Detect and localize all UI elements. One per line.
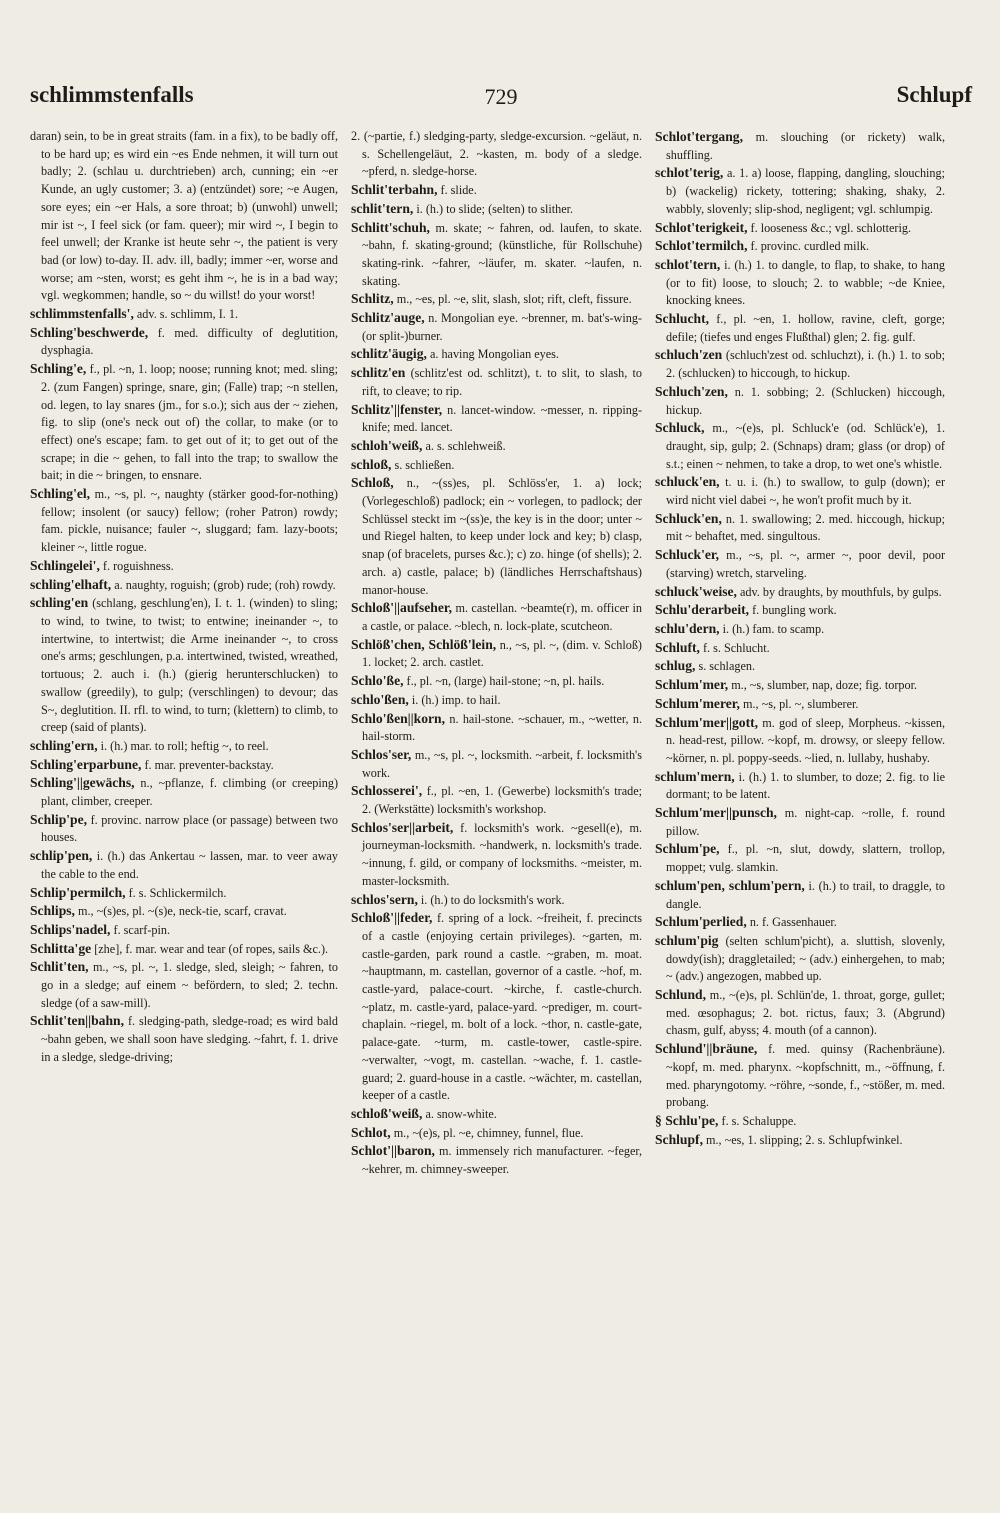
entry-headword: Schlupf, <box>655 1131 703 1147</box>
entry-headword: schlip'pen, <box>30 848 93 864</box>
dictionary-entry <box>655 932 945 986</box>
dictionary-entry <box>655 473 945 509</box>
entry-headword: schlitz'en <box>351 365 406 381</box>
entry-definition: f., pl. ~n, (large) hail-stone; ~n, pl. hails. <box>406 674 605 689</box>
header-left-guide-word: schlimmstenfalls <box>30 82 194 107</box>
entry-definition: f. s. Schlickermilch. <box>128 885 227 900</box>
dictionary-entry <box>655 804 945 840</box>
entry-headword: schlum'pig <box>655 932 719 948</box>
dictionary-entry <box>30 594 338 737</box>
column-3 <box>655 128 945 1500</box>
dictionary-entry <box>655 1040 945 1112</box>
entry-headword: schloß, <box>351 456 392 472</box>
entry-headword: Schlip'permilch, <box>30 884 126 900</box>
entry-definition: i. (h.) imp. to hail. <box>411 692 501 707</box>
entry-headword: Schloß, <box>351 475 394 491</box>
entry-definition: f., pl. ~en, 1. hollow, ravine, cleft, gorge; defile; (tiefes und enges Flußthal) glen; 2. fig. gulf. <box>666 312 945 344</box>
dictionary-entry <box>351 909 642 1105</box>
dictionary-entry <box>30 557 338 576</box>
entry-headword: Schlip'pe, <box>30 811 88 827</box>
entry-headword: Schluft, <box>655 639 700 655</box>
dictionary-entry <box>351 345 642 364</box>
entry-headword: schling'elhaft, <box>30 576 112 592</box>
entry-definition: f., pl. ~en, 1. (Gewerbe) locksmith's trade; 2. (Werkstätte) locksmith's workshop. <box>362 784 642 817</box>
dictionary-entry <box>351 128 642 181</box>
entry-headword: schlimmstenfalls', <box>30 306 134 322</box>
dictionary-entry <box>655 840 945 876</box>
entry-definition: i. (h.) 1. to dangle, to flap, to shake, to hang (or to fit) loose, to slouch; 2. to wabble; ~de Kniee, knocking knees. <box>666 257 945 308</box>
entry-headword: schlum'mern, <box>655 768 735 784</box>
header-right-guide-word: Schlupf <box>896 82 972 107</box>
entry-headword: Schlum'mer, <box>655 677 729 693</box>
dictionary-entry <box>351 599 642 635</box>
entry-headword: Schlund, <box>655 987 707 1003</box>
entry-definition: f. bungling work. <box>752 603 837 618</box>
entry-definition: m., ~s, pl. ~, locksmith. ~arbeit, f. locksmith's work. <box>362 747 642 780</box>
entry-definition: a. snow-white. <box>425 1106 497 1121</box>
entry-headword: Schling'el, <box>30 486 91 502</box>
dictionary-entry <box>351 672 642 691</box>
entry-headword: Schlit'terbahn, <box>351 182 438 198</box>
dictionary-entry <box>351 181 642 200</box>
entry-definition: f. provinc. narrow place (or passage) between two houses. <box>41 812 338 845</box>
entry-definition: a. naughty, roguish; (grob) rude; (roh) rowdy. <box>114 577 336 592</box>
dictionary-entry <box>351 746 642 782</box>
dictionary-entry <box>30 305 338 324</box>
dictionary-entry <box>655 419 945 473</box>
dictionary-entry <box>351 364 642 400</box>
entry-definition: n. hail-stone. ~schauer, m., ~wetter, n. hail-storm. <box>362 711 642 744</box>
entry-headword: § Schlu'pe, <box>655 1112 719 1128</box>
entry-headword: Schlitz'||fenster, <box>351 401 443 417</box>
dictionary-entry <box>30 756 338 775</box>
entry-definition: m. castellan. ~beamte(r), m. officer in a castle, or palace. ~blech, n. lock-plate, scutcheon. <box>362 601 642 633</box>
entry-definition: m., ~s, pl. ~, slumberer. <box>743 696 859 711</box>
entry-definition: i. (h.) mar. to roll; heftig ~, to reel. <box>100 738 269 753</box>
dictionary-entry <box>351 1124 642 1143</box>
entry-headword: Schling'beschwerde, <box>30 324 149 340</box>
entry-definition: 2. (~partie, f.) sledging-party, sledge-excursion. ~geläut, n. s. Schellengeläut, 2. ~kasten, m. body of a sledge. ~pferd, n. sledge-horse. <box>351 129 642 179</box>
entry-headword: Schlum'merer, <box>655 695 740 711</box>
entry-definition: f. med. difficulty of deglutition, dysphagia. <box>41 325 338 358</box>
entry-definition: m. immensely rich manufacturer. ~feger, ~kehrer, m. chimney-sweeper. <box>362 1144 642 1177</box>
entry-headword: Schlu'derarbeit, <box>655 602 750 618</box>
dictionary-entry <box>655 346 945 382</box>
page-header <box>30 82 972 112</box>
entry-headword: schloß'weiß, <box>351 1105 423 1121</box>
dictionary-entry <box>655 219 945 238</box>
entry-headword: Schlum'mer||gott, <box>655 714 759 730</box>
entry-definition: i. (h.) das Ankertau ~ lassen, mar. to veer away the cable to the end. <box>41 849 338 881</box>
entry-definition: f., pl. ~n, slut, dowdy, slattern, trollop, moppet; vulg. slamkin. <box>666 842 945 875</box>
dictionary-entry <box>655 913 945 932</box>
entry-definition: m. slouching (or rickety) walk, shuffling. <box>666 130 945 162</box>
dictionary-entry <box>351 710 642 746</box>
dictionary-entry <box>655 128 945 164</box>
entry-headword: Schlo'ßen||korn, <box>351 710 445 726</box>
entry-headword: Schlitz'auge, <box>351 310 425 326</box>
dictionary-entry <box>655 383 945 419</box>
dictionary-entry <box>655 1131 945 1150</box>
entry-headword: Schloß'||feder, <box>351 910 433 926</box>
entry-definition: f. med. quinsy (Rachenbräune). ~kopf, m. med. pharynx. ~kopfschnitt, m., ~öffnung, f. med. pharyngotomy. ~röhre, ~sonde, f., ~stößer, m. med. probang. <box>666 1042 945 1110</box>
entry-headword: Schlosserei', <box>351 783 423 799</box>
entry-definition: m., ~s, pl. ~, armer ~, poor devil, poor (starving) wretch, starveling. <box>666 548 945 580</box>
entry-definition: f. s. Schlucht. <box>703 640 770 655</box>
entry-headword: Schling'erparbune, <box>30 756 142 772</box>
dictionary-entry <box>351 1142 642 1178</box>
entry-headword: Schlit'ten||bahn, <box>30 1013 124 1029</box>
entry-headword: schlit'tern, <box>351 200 414 216</box>
dictionary-entry <box>30 485 338 557</box>
entry-headword: Schlot'||baron, <box>351 1143 435 1159</box>
entry-definition: adv. s. schlimm, I. 1. <box>136 307 238 322</box>
entry-definition: m. god of sleep, Morpheus. ~kissen, n. head-rest, pillow. ~kopf, m. drowsy, or sleepy fellow. ~körner, n. pl. poppy-seeds. ~lied, n. lullaby, hushaby. <box>666 715 945 765</box>
dictionary-entry <box>351 456 642 475</box>
entry-definition: s. schließen. <box>394 457 455 472</box>
entry-definition: a. having Mongolian eyes. <box>429 347 559 362</box>
entry-headword: Schlum'mer||punsch, <box>655 805 777 821</box>
entry-definition: n., ~(ss)es, pl. Schlöss'er, 1. a) lock; (Vorlegeschloß) padlock; ein ~ vorlegen, to padlock; der Schlüssel steckt im ~(ss)e, the key is in the door; unter ~ und Riegel halten, to keep under lock and key; b) clasp, snap (of bracelets, purses &c.); c) zo. hinge (of shells); 2. arch. a) castle, palace; b) (ländliches Herrschaftshaus) manor-house. <box>362 476 642 597</box>
entry-definition: f. spring of a lock. ~freiheit, f. precincts of a castle (enjoying certain privileges). ~garten, m. castle-garden, park round a castle. ~graben, m. moat. ~hauptmann, m. castellan, governor of a castle. ~hof, m. castle-yard, palace-court. ~kirche, f. castle-church. ~platz, m. castle-yard, palace-yard. ~prediger, m. court-chaplain. ~riegel, m. bolt of a lock. ~thor, n. castle-gate, palace-gate. ~turm, m. castle-tower, castle-spire. ~verwalter, ~vogt, m. castellan. ~wache, f. 1. castle-guard; 2. guard-house in a castle. ~wächter, m. castellan, keeper of a castle. <box>362 911 642 1103</box>
dictionary-entry <box>351 219 642 291</box>
entry-headword: Schlos'ser||arbeit, <box>351 819 454 835</box>
entry-definition: i. (h.) to trail, to draggle, to dangle. <box>666 878 945 911</box>
entry-headword: schling'ern, <box>30 737 98 753</box>
entry-headword: Schluch'zen, <box>655 383 728 399</box>
column-2 <box>351 128 642 1500</box>
entry-definition: adv. by draughts, by mouthfuls, by gulps. <box>740 584 942 599</box>
dictionary-entry <box>655 676 945 695</box>
dictionary-entry <box>655 310 945 346</box>
entry-definition: m., ~es, 1. slipping; 2. s. Schlupfwinkel. <box>706 1132 903 1147</box>
entry-headword: schluch'zen <box>655 347 723 363</box>
entry-definition: n. Mongolian eye. ~brenner, m. bat's-wing-(or split-)burner. <box>362 311 642 343</box>
entry-headword: Schlitz, <box>351 291 394 307</box>
entry-headword: schluck'weise, <box>655 583 737 599</box>
dictionary-entry <box>655 510 945 546</box>
entry-headword: Schlund'||bräune, <box>655 1041 758 1057</box>
entry-headword: Schlips, <box>30 903 75 919</box>
entry-headword: Schloß'||aufseher, <box>351 600 453 616</box>
entry-headword: schlot'terig, <box>655 165 724 181</box>
dictionary-entry <box>351 819 642 891</box>
dictionary-entry <box>30 847 338 883</box>
dictionary-entry <box>351 474 642 599</box>
entry-headword: Schlot'termilch, <box>655 238 748 254</box>
entry-definition: (schlang, geschlung'en), I. t. 1. (winden) to sling; to wind, to twine, to twist; to entwine; ineinander ~, to intertwine, to intertwist; die Arme ineinander ~, to cross one's arms; geschlungen, p.a. intertwined, twisted, wreathed, tortuous; 2. auch i. (h.) (gierig herunterschlucken) to swallow (greedily), to gulp; (verschlingen) to devour; das S~, deglutition. II. rfl. to wind, to turn; (klettern) to climb, to creep (said of plants). <box>41 596 338 735</box>
entry-definition: m., ~(e)s, pl. ~e, chimney, funnel, flue. <box>393 1125 584 1140</box>
column-1 <box>30 128 338 1500</box>
dictionary-entry <box>655 620 945 639</box>
entry-definition: n. f. Gassenhauer. <box>749 915 837 930</box>
dictionary-entry <box>351 309 642 345</box>
entry-definition: m., ~(e)s, pl. Schluck'e (od. Schlück'e), 1. draught, sip, gulp; 2. (Schnaps) dram; glass (or drop) of s.t.; einen ~ nehmen, to take a drop, to wet one's whistle. <box>666 421 945 471</box>
dictionary-entry <box>30 902 338 921</box>
dictionary-entry <box>655 877 945 913</box>
entry-definition: m., ~s, slumber, nap, doze; fig. torpor. <box>731 678 918 693</box>
dictionary-entry <box>30 774 338 810</box>
dictionary-entry <box>30 940 338 959</box>
dictionary-entry <box>351 290 642 309</box>
entry-definition: m. skate; ~ fahren, od. laufen, to skate. ~bahn, f. skating-ground; (künstliche, für Rollschuhe) skating-rink. ~fahrer, ~läufer, m. skater. ~laufen, n. skating. <box>362 220 642 288</box>
entry-definition: s. schlagen. <box>698 659 755 674</box>
dictionary-entry <box>30 324 338 360</box>
dictionary-entry <box>30 737 338 756</box>
dictionary-entry <box>655 256 945 310</box>
entry-definition: m., ~s, pl. ~, naughty (stärker good-for-nothing) fellow; insolent (or saucy) fellow; (roher Patron) rowdy; fam. pickle, nuisance; fauler ~, sluggard; fam. lazy-boots; kleiner ~, little rogue. <box>41 487 338 555</box>
dictionary-entry <box>655 583 945 602</box>
entry-definition: [zhe], f. mar. wear and tear (of ropes, sails &c.). <box>94 941 329 956</box>
dictionary-entry <box>655 986 945 1040</box>
entry-headword: schlu'dern, <box>655 620 720 636</box>
entry-definition: n. 1. sobbing; 2. (Schlucken) hiccough, hickup. <box>666 384 945 417</box>
entry-headword: Schluck'en, <box>655 510 722 526</box>
entry-headword: Schlitta'ge <box>30 940 92 956</box>
dictionary-entry <box>351 891 642 910</box>
dictionary-entry <box>30 958 338 1012</box>
entry-definition: f. scarf-pin. <box>113 922 171 937</box>
entry-headword: Schlöß'chen, Schlöß'lein, <box>351 636 497 652</box>
dictionary-entry <box>655 714 945 768</box>
dictionary-entry <box>655 601 945 620</box>
entry-definition: f. looseness &c.; vgl. schlotterig. <box>750 220 911 235</box>
entry-definition: f. provinc. curdled milk. <box>750 239 870 254</box>
dictionary-entry <box>351 1105 642 1124</box>
dictionary-entry <box>655 768 945 804</box>
entry-definition: f. locksmith's work. ~gesell(e), m. journeyman-locksmith. ~handwerk, n. locksmith's trade. ~innung, f. gild, or company of locksmiths. ~meister, m. master-locksmith. <box>362 820 642 888</box>
entry-definition: a. s. schlehweiß. <box>425 438 506 453</box>
dictionary-entry <box>655 639 945 658</box>
entry-headword: schlum'pen, schlum'pern, <box>655 877 805 893</box>
entry-definition: n., ~s, pl. ~, (dim. v. Schloß) 1. locket; 2. arch. castlet. <box>362 637 642 670</box>
dictionary-entry <box>30 884 338 903</box>
entry-definition: f. sledging-path, sledge-road; es wird bald ~bahn geben, we shall soon have sledging. ~fahrt, f. 1. drive in a sledge, sledge-driving; <box>41 1014 338 1064</box>
entry-headword: Schlucht, <box>655 311 710 327</box>
entry-definition: m., ~s, pl. ~, 1. sledge, sled, sleigh; ~ fahren, to go in a sledge; auf einem ~ befördern, to sled; 2. techn. sledge (of a saw-mill). <box>41 960 338 1010</box>
entry-definition: f. slide. <box>440 183 477 198</box>
entry-headword: Schlitt'schuh, <box>351 219 430 235</box>
entry-headword: schlos'sern, <box>351 891 418 907</box>
entry-definition: m., ~es, pl. ~e, slit, slash, slot; rift, cleft, fissure. <box>396 292 632 307</box>
entry-headword: schloh'weiß, <box>351 437 423 453</box>
entry-headword: Schling'e, <box>30 361 87 377</box>
entry-definition: n. 1. swallowing; 2. med. hiccough, hickup; mit ~ behaftet, med. singultous. <box>666 511 945 544</box>
entry-definition: i. (h.) fam. to scamp. <box>722 621 825 636</box>
entry-definition: (selten schlum'picht), a. sluttish, slovenly, dowdy(ish); draggletailed; ~ (adv.) einhergehen, to mab; ~ (adv.) angezogen, mabbed up. <box>666 933 945 984</box>
dictionary-entry <box>30 1012 338 1066</box>
dictionary-entry <box>655 164 945 218</box>
entry-definition: a. 1. a) loose, flapping, dangling, slouching; b) (wackelig) rickety, tottering; shaking, shaky, 2. wabbly, slovenly; slip-shod, negligent; vgl. schlumpig. <box>666 166 945 216</box>
dictionary-entry <box>351 437 642 456</box>
entry-headword: schlot'tern, <box>655 256 721 272</box>
dictionary-entry <box>655 546 945 582</box>
dictionary-entry <box>655 657 945 676</box>
entry-headword: schlitz'äugig, <box>351 346 427 362</box>
entry-definition: i. (h.) to slide; (selten) to slither. <box>416 201 574 216</box>
entry-definition: n. lancet-window. ~messer, n. ripping-knife; med. lancet. <box>362 402 642 435</box>
dictionary-entry <box>30 128 338 305</box>
entry-definition: n., ~pflanze, f. climbing (or creeping) plant, climber, creeper. <box>41 776 338 809</box>
entry-definition: f., pl. ~n, 1. loop; noose; running knot; med. sling; 2. (zum Fangen) springe, snare, gin; (Falle) trap; ~n stellen, od. legen, to lay snares (jm., for s.o.); sich aus der ~ ziehen, fig. to slip (one's neck out of) the collar, to make (or to effect) one's escape; fam. to get out of it; to get out of the scrape; in die ~ gehen, to fall into the trap; to swallow the bait; in die ~ bringen, to ensnare. <box>41 362 338 483</box>
entry-headword: Schling'||gewächs, <box>30 775 135 791</box>
entry-headword: Schlo'ße, <box>351 673 404 689</box>
entry-definition: m. night-cap. ~rolle, f. round pillow. <box>666 806 945 838</box>
entry-headword: schlug, <box>655 658 696 674</box>
dictionary-entry <box>351 636 642 672</box>
entry-definition: i. (h.) 1. to slumber, to doze; 2. fig. to lie dormant; to be latent. <box>666 769 945 802</box>
dictionary-entry <box>351 200 642 219</box>
entry-headword: Schlot'terigkeit, <box>655 219 748 235</box>
entry-definition: m., ~(e)s, pl. Schlün'de, 1. throat, gorge, gullet; med. œsophagus; 2. bot. rictus, faux; 3. (Abgrund) chasm, gulf, abyss; 4. mouth (of a cannon). <box>666 988 945 1038</box>
dictionary-entry <box>351 691 642 710</box>
entry-definition: (schlitz'est od. schlitzt), t. to slit, to slash, to rift, to cleave; to rip. <box>362 366 642 398</box>
dictionary-entry <box>351 782 642 818</box>
dictionary-entry <box>30 921 338 940</box>
entry-definition: i. (h.) to do locksmith's work. <box>420 892 565 907</box>
entry-definition: t. u. i. (h.) to swallow, to gulp (down); er wird nicht viel dabei ~, he won't profit much by it. <box>666 475 945 508</box>
dictionary-entry <box>30 360 338 485</box>
entry-headword: Schlum'perlied, <box>655 914 747 930</box>
entry-headword: Schlum'pe, <box>655 841 720 857</box>
entry-definition: daran) sein, to be in great straits (fam. in a fix), to be badly off, to be hard up; es wird ein ~es Ende nehmen, it will turn out badly; 2. (schlau u. durchtrieben) arch, cunning; ein ~er Kunde, an ugly customer; 3. a) (entzündet) sore; ~e Augen, sore eyes; ein ~er Hals, a sore throat; b) (unwohl) unwell; mir ist ~, I feel sick (or fam. queer); mir wird ~, I begin to feel unwell; der Kranke ist heute sehr ~, the patient is very bad (or low) to-day. II. adv. ill, badly; immer ~er, worse and worse; am ~sten, worst; es geht ihm ~, he is in a bad way; vgl. wegkommen; handle, so ~ du willst! do your worst! <box>30 129 338 303</box>
entry-headword: schlo'ßen, <box>351 691 409 707</box>
entry-definition: f. s. Schaluppe. <box>721 1113 797 1128</box>
entry-headword: Schlot, <box>351 1124 391 1140</box>
entry-headword: Schluck'er, <box>655 547 720 563</box>
entry-definition: (schluch'zest od. schluchzt), i. (h.) 1. to sob; 2. (schlucken) to hiccough, to hickup. <box>666 348 945 381</box>
entry-headword: Schluck, <box>655 420 705 436</box>
entry-headword: Schlos'ser, <box>351 746 412 762</box>
dictionary-entry <box>30 811 338 847</box>
dictionary-entry <box>655 237 945 256</box>
dictionary-entry <box>351 401 642 437</box>
entry-headword: Schlingelei', <box>30 557 100 573</box>
page-number: 729 <box>484 84 518 109</box>
entry-headword: Schlips'nadel, <box>30 921 111 937</box>
entry-headword: schluck'en, <box>655 474 720 490</box>
entry-definition: f. mar. preventer-backstay. <box>144 757 274 772</box>
entry-headword: Schlot'tergang, <box>655 129 743 144</box>
dictionary-entry <box>30 576 338 595</box>
entry-definition: m., ~(s)es, pl. ~(s)e, neck-tie, scarf, cravat. <box>78 904 287 919</box>
entry-headword: Schlit'ten, <box>30 959 89 975</box>
entry-definition: f. roguishness. <box>102 558 174 573</box>
entry-headword: schling'en <box>30 595 89 611</box>
dictionary-entry <box>655 695 945 714</box>
dictionary-entry <box>655 1112 945 1131</box>
